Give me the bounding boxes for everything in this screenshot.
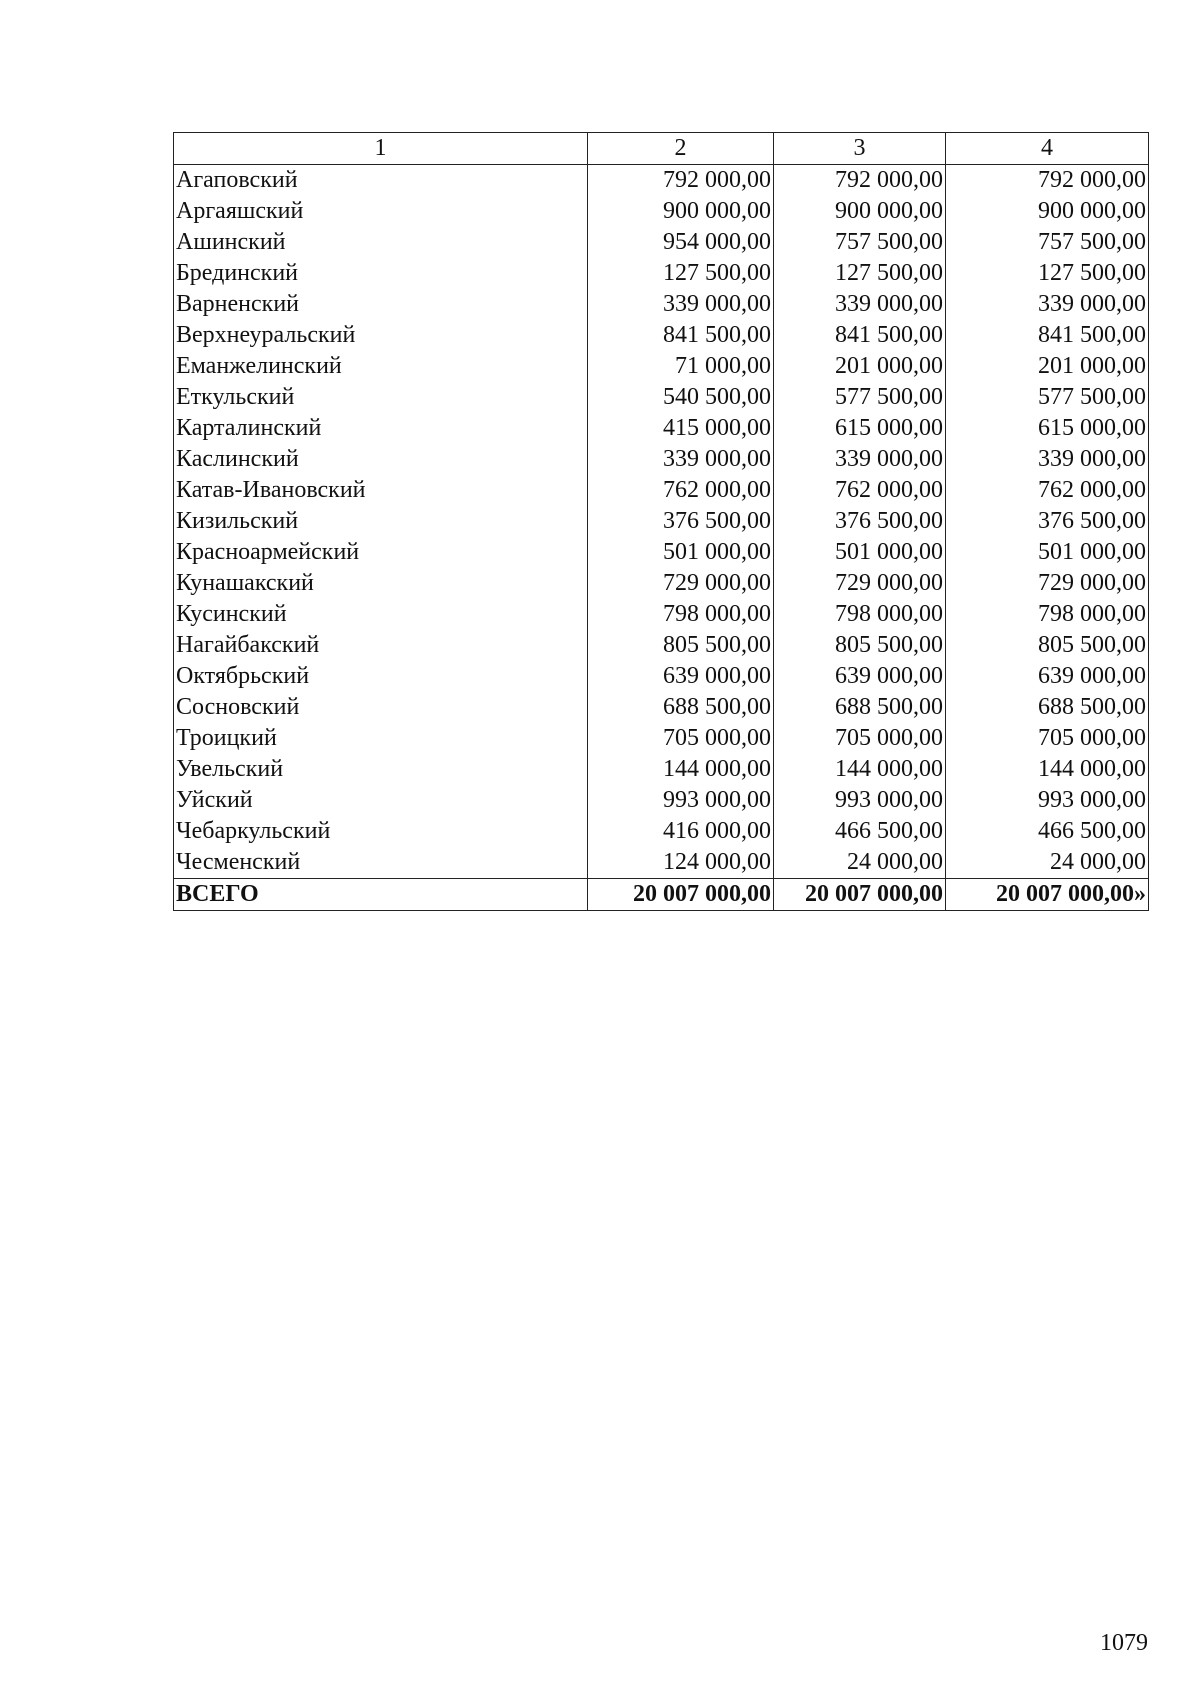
district-name: Красноармейский <box>174 537 588 568</box>
table-row <box>174 196 1149 227</box>
amount-col-4: 24 000,00 <box>946 847 1149 879</box>
allocation-table <box>173 132 1149 911</box>
amount-col-2: 729 000,00 <box>588 568 774 599</box>
amount-col-2: 124 000,00 <box>588 847 774 879</box>
district-name: Уйский <box>174 785 588 816</box>
district-name: Аргаяшский <box>174 196 588 227</box>
amount-col-3: 688 500,00 <box>774 692 946 723</box>
table-row <box>174 630 1149 661</box>
amount-col-2: 954 000,00 <box>588 227 774 258</box>
district-name: Троицкий <box>174 723 588 754</box>
amount-col-2: 993 000,00 <box>588 785 774 816</box>
table-row <box>174 289 1149 320</box>
amount-col-2: 416 000,00 <box>588 816 774 847</box>
district-name: Октябрьский <box>174 661 588 692</box>
table-row <box>174 413 1149 444</box>
amount-col-4: 993 000,00 <box>946 785 1149 816</box>
amount-col-4: 805 500,00 <box>946 630 1149 661</box>
amount-col-4: 615 000,00 <box>946 413 1149 444</box>
table-row <box>174 692 1149 723</box>
district-name: Ашинский <box>174 227 588 258</box>
district-name: Чебаркульский <box>174 816 588 847</box>
total-row <box>174 879 1149 911</box>
table-row <box>174 351 1149 382</box>
amount-col-3: 841 500,00 <box>774 320 946 351</box>
district-name: Нагайбакский <box>174 630 588 661</box>
district-name: Каслинский <box>174 444 588 475</box>
amount-col-3: 729 000,00 <box>774 568 946 599</box>
amount-col-3: 757 500,00 <box>774 227 946 258</box>
table-row <box>174 165 1149 197</box>
amount-col-3: 201 000,00 <box>774 351 946 382</box>
amount-col-2: 841 500,00 <box>588 320 774 351</box>
table-row <box>174 723 1149 754</box>
amount-col-2: 339 000,00 <box>588 289 774 320</box>
table-row <box>174 754 1149 785</box>
district-name: Кизильский <box>174 506 588 537</box>
amount-col-3: 24 000,00 <box>774 847 946 879</box>
district-name: Чесменский <box>174 847 588 879</box>
amount-col-2: 688 500,00 <box>588 692 774 723</box>
table-row <box>174 320 1149 351</box>
amount-col-2: 540 500,00 <box>588 382 774 413</box>
amount-col-4: 900 000,00 <box>946 196 1149 227</box>
table-row <box>174 599 1149 630</box>
amount-col-3: 127 500,00 <box>774 258 946 289</box>
district-name: Кунашакский <box>174 568 588 599</box>
table-body <box>174 165 1149 911</box>
amount-col-3: 792 000,00 <box>774 165 946 197</box>
page-number: 1079 <box>1100 1630 1148 1656</box>
amount-col-4: 688 500,00 <box>946 692 1149 723</box>
table-row <box>174 537 1149 568</box>
amount-col-4: 792 000,00 <box>946 165 1149 197</box>
district-name: Увельский <box>174 754 588 785</box>
amount-col-2: 415 000,00 <box>588 413 774 444</box>
table-row <box>174 816 1149 847</box>
amount-col-4: 762 000,00 <box>946 475 1149 506</box>
amount-col-3: 762 000,00 <box>774 475 946 506</box>
district-name: Еманжелинский <box>174 351 588 382</box>
amount-col-2: 144 000,00 <box>588 754 774 785</box>
amount-col-3: 993 000,00 <box>774 785 946 816</box>
amount-col-4: 466 500,00 <box>946 816 1149 847</box>
amount-col-4: 757 500,00 <box>946 227 1149 258</box>
amount-col-4: 577 500,00 <box>946 382 1149 413</box>
amount-col-4: 639 000,00 <box>946 661 1149 692</box>
amount-col-2: 900 000,00 <box>588 196 774 227</box>
amount-col-2: 71 000,00 <box>588 351 774 382</box>
amount-col-3: 798 000,00 <box>774 599 946 630</box>
amount-col-3: 376 500,00 <box>774 506 946 537</box>
amount-col-4: 127 500,00 <box>946 258 1149 289</box>
amount-col-3: 577 500,00 <box>774 382 946 413</box>
table-row <box>174 258 1149 289</box>
district-name: Варненский <box>174 289 588 320</box>
amount-col-3: 615 000,00 <box>774 413 946 444</box>
amount-col-3: 144 000,00 <box>774 754 946 785</box>
amount-col-3: 339 000,00 <box>774 444 946 475</box>
table-row <box>174 475 1149 506</box>
total-col-2: 20 007 000,00 <box>588 879 774 911</box>
amount-col-4: 144 000,00 <box>946 754 1149 785</box>
amount-col-4: 501 000,00 <box>946 537 1149 568</box>
amount-col-4: 339 000,00 <box>946 289 1149 320</box>
amount-col-3: 900 000,00 <box>774 196 946 227</box>
table-row <box>174 506 1149 537</box>
total-col-4: 20 007 000,00» <box>946 879 1149 911</box>
district-name: Агаповский <box>174 165 588 197</box>
district-name: Карталинский <box>174 413 588 444</box>
table-row <box>174 227 1149 258</box>
amount-col-2: 792 000,00 <box>588 165 774 197</box>
amount-col-4: 841 500,00 <box>946 320 1149 351</box>
amount-col-4: 705 000,00 <box>946 723 1149 754</box>
amount-col-3: 705 000,00 <box>774 723 946 754</box>
district-name: Катав-Ивановский <box>174 475 588 506</box>
header-row <box>174 133 1149 165</box>
district-name: Сосновский <box>174 692 588 723</box>
amount-col-2: 339 000,00 <box>588 444 774 475</box>
table-row <box>174 785 1149 816</box>
column-header: 1 <box>174 133 588 165</box>
amount-col-2: 376 500,00 <box>588 506 774 537</box>
district-name: Еткульский <box>174 382 588 413</box>
table-row <box>174 444 1149 475</box>
amount-col-3: 501 000,00 <box>774 537 946 568</box>
amount-col-2: 501 000,00 <box>588 537 774 568</box>
table-row <box>174 661 1149 692</box>
amount-col-3: 805 500,00 <box>774 630 946 661</box>
amount-col-2: 805 500,00 <box>588 630 774 661</box>
total-label: ВСЕГО <box>174 879 588 911</box>
column-header: 3 <box>774 133 946 165</box>
amount-col-3: 339 000,00 <box>774 289 946 320</box>
table-row <box>174 847 1149 879</box>
amount-col-3: 466 500,00 <box>774 816 946 847</box>
amount-col-2: 762 000,00 <box>588 475 774 506</box>
amount-col-2: 639 000,00 <box>588 661 774 692</box>
amount-col-4: 729 000,00 <box>946 568 1149 599</box>
amount-col-4: 798 000,00 <box>946 599 1149 630</box>
district-name: Брединский <box>174 258 588 289</box>
district-name: Верхнеуральский <box>174 320 588 351</box>
table-row <box>174 382 1149 413</box>
amount-col-4: 339 000,00 <box>946 444 1149 475</box>
amount-col-2: 798 000,00 <box>588 599 774 630</box>
amount-col-3: 639 000,00 <box>774 661 946 692</box>
column-header: 2 <box>588 133 774 165</box>
amount-col-4: 201 000,00 <box>946 351 1149 382</box>
amount-col-2: 127 500,00 <box>588 258 774 289</box>
total-col-3: 20 007 000,00 <box>774 879 946 911</box>
column-header: 4 <box>946 133 1149 165</box>
table-row <box>174 568 1149 599</box>
district-name: Кусинский <box>174 599 588 630</box>
amount-col-2: 705 000,00 <box>588 723 774 754</box>
amount-col-4: 376 500,00 <box>946 506 1149 537</box>
